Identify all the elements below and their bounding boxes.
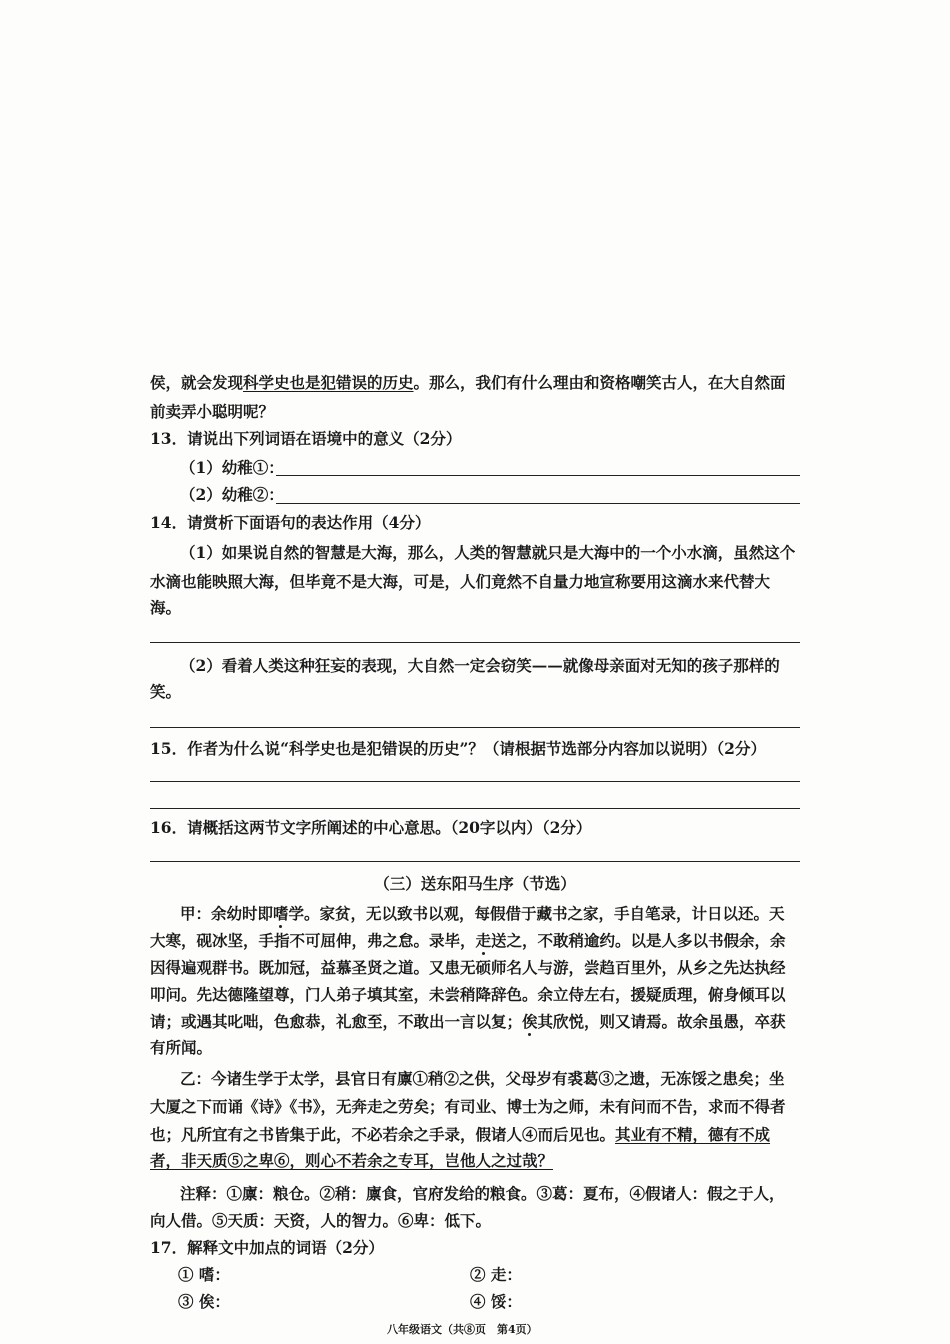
answer-line[interactable]: [150, 781, 800, 782]
question-14-item-1: 海。: [150, 598, 182, 617]
answer-line[interactable]: [150, 861, 800, 862]
question-15-stem: 15．作者为什么说“科学史也是犯错误的历史”？（请根据节选部分内容加以说明）（2分）: [150, 739, 766, 758]
answer-line[interactable]: [150, 808, 800, 809]
question-14-item-2: （2）看着人类这种狂妄的表现，大自然一定会窃笑——就像母亲面对无知的孩子那样的: [180, 656, 780, 675]
section-title: （三）送东阳马生序（节选）: [374, 874, 576, 893]
question-13-stem: 13．请说出下列词语在语境中的意义（2分）: [150, 429, 462, 448]
text-jia-part: 送之，不敢稍逾约。以是人多以书假余，余: [491, 931, 786, 950]
text-yi-line: [150, 1150, 553, 1172]
question-16-stem: 16．请概括这两节文字所阐述的中心意思。（20字以内）（2分）: [150, 818, 592, 837]
answer-line[interactable]: [276, 475, 800, 476]
text-jia-part: 请；或遇其叱咄，色愈恭，礼愈至，不敢出一言以复；: [150, 1012, 523, 1031]
annotation-line: 向人借。⑤天质：天资，人的智力。⑥卑：低下。: [150, 1211, 492, 1230]
question-17-item: ③ 俟：: [178, 1292, 230, 1311]
underlined-sentence: 者，非天质⑤之卑⑥，则心不若余之专耳，岂他人之过哉？: [150, 1151, 554, 1170]
question-14-item-2: 笑。: [150, 682, 182, 701]
question-17-item: ① 嗜：: [178, 1265, 230, 1284]
text-yi-part: 也；凡所宜有之书皆集于此，不必若余之手录，假诸人④而后见也。: [150, 1125, 616, 1144]
text-jia-line: 叩问。先达德隆望尊，门人弟子填其室，未尝稍降辞色。余立侍左右，援疑质理，俯身倾耳以: [150, 985, 786, 1004]
question-13-item-2: （2）幼稚②：: [180, 485, 284, 504]
text-jia-line: [150, 930, 786, 952]
text-jia-part: 学。家贫，无以致书以观，每假借于藏书之家，手自笔录，计日以还。天: [288, 904, 785, 923]
text-yi-line: 乙：今诸生学于太学，县官日有廪①稍②之供，父母岁有裘葛③之遗，无冻馁之患矣；坐: [180, 1069, 785, 1088]
text-jia-line: 有所闻。: [150, 1038, 213, 1057]
text-jia-part: 大寒，砚冰坚，手指不可屈伸，弗之怠。录毕，: [150, 931, 476, 950]
passage-text: 。那么，我们有什么理由和资格嘲笑古人，在大自然面: [413, 373, 786, 392]
question-14-stem: 14．请赏析下面语句的表达作用（4分）: [150, 513, 431, 532]
question-14-item-1: 水滴也能映照大海，但毕竟不是大海，可是，人们竟然不自量力地宣称要用这滴水来代替大: [150, 572, 771, 591]
answer-line[interactable]: [150, 727, 800, 728]
dotted-word: 走: [475, 931, 492, 950]
question-13-item-1: （1）幼稚①：: [180, 458, 284, 477]
text-jia-line: [150, 1011, 786, 1033]
question-17-item: ② 走：: [470, 1265, 522, 1284]
answer-line[interactable]: [150, 642, 800, 643]
text-yi-line: [150, 1124, 770, 1146]
underlined-sentence: 其业有不精，德有不成: [615, 1125, 771, 1144]
underlined-sentence: 科学史也是犯错误的历史: [243, 373, 414, 392]
question-17-stem: 17．解释文中加点的词语（2分）: [150, 1238, 384, 1257]
text-jia-part: 甲：余幼时即: [180, 904, 274, 923]
question-14-item-1: （1）如果说自然的智慧是大海，那么，人类的智慧就只是大海中的一个小水滴，虽然这个: [180, 543, 796, 562]
dotted-word: 俟: [522, 1012, 538, 1031]
text-jia-line: 因得遍观群书。既加冠，益慕圣贤之道。又患无硕师名人与游，尝趋百里外，从乡之先达执经: [150, 958, 786, 977]
question-17-item: ④ 馁：: [470, 1292, 522, 1311]
passage-line: 前卖弄小聪明呢？: [150, 402, 275, 421]
text-yi-line: 大厦之下而诵《诗》《书》，无奔走之劳矣；有司业、博士为之师，未有问而不告，求而不得者: [150, 1097, 786, 1116]
text-jia-part: 其欣悦，则又请焉。故余虽愚，卒获: [537, 1012, 786, 1031]
dotted-word: 嗜: [273, 904, 289, 923]
page-footer: 八年级语文（共⑧页 第4页）: [387, 1323, 538, 1336]
answer-line[interactable]: [276, 503, 800, 504]
passage-line: [150, 372, 786, 394]
text-jia-line: [180, 903, 785, 925]
passage-text: 侯，就会发现: [150, 373, 244, 392]
annotation-line: 注释：①廪：粮仓。②稍：廪食，官府发给的粮食。③葛：夏布，④假诸人：假之于人，: [180, 1184, 785, 1203]
